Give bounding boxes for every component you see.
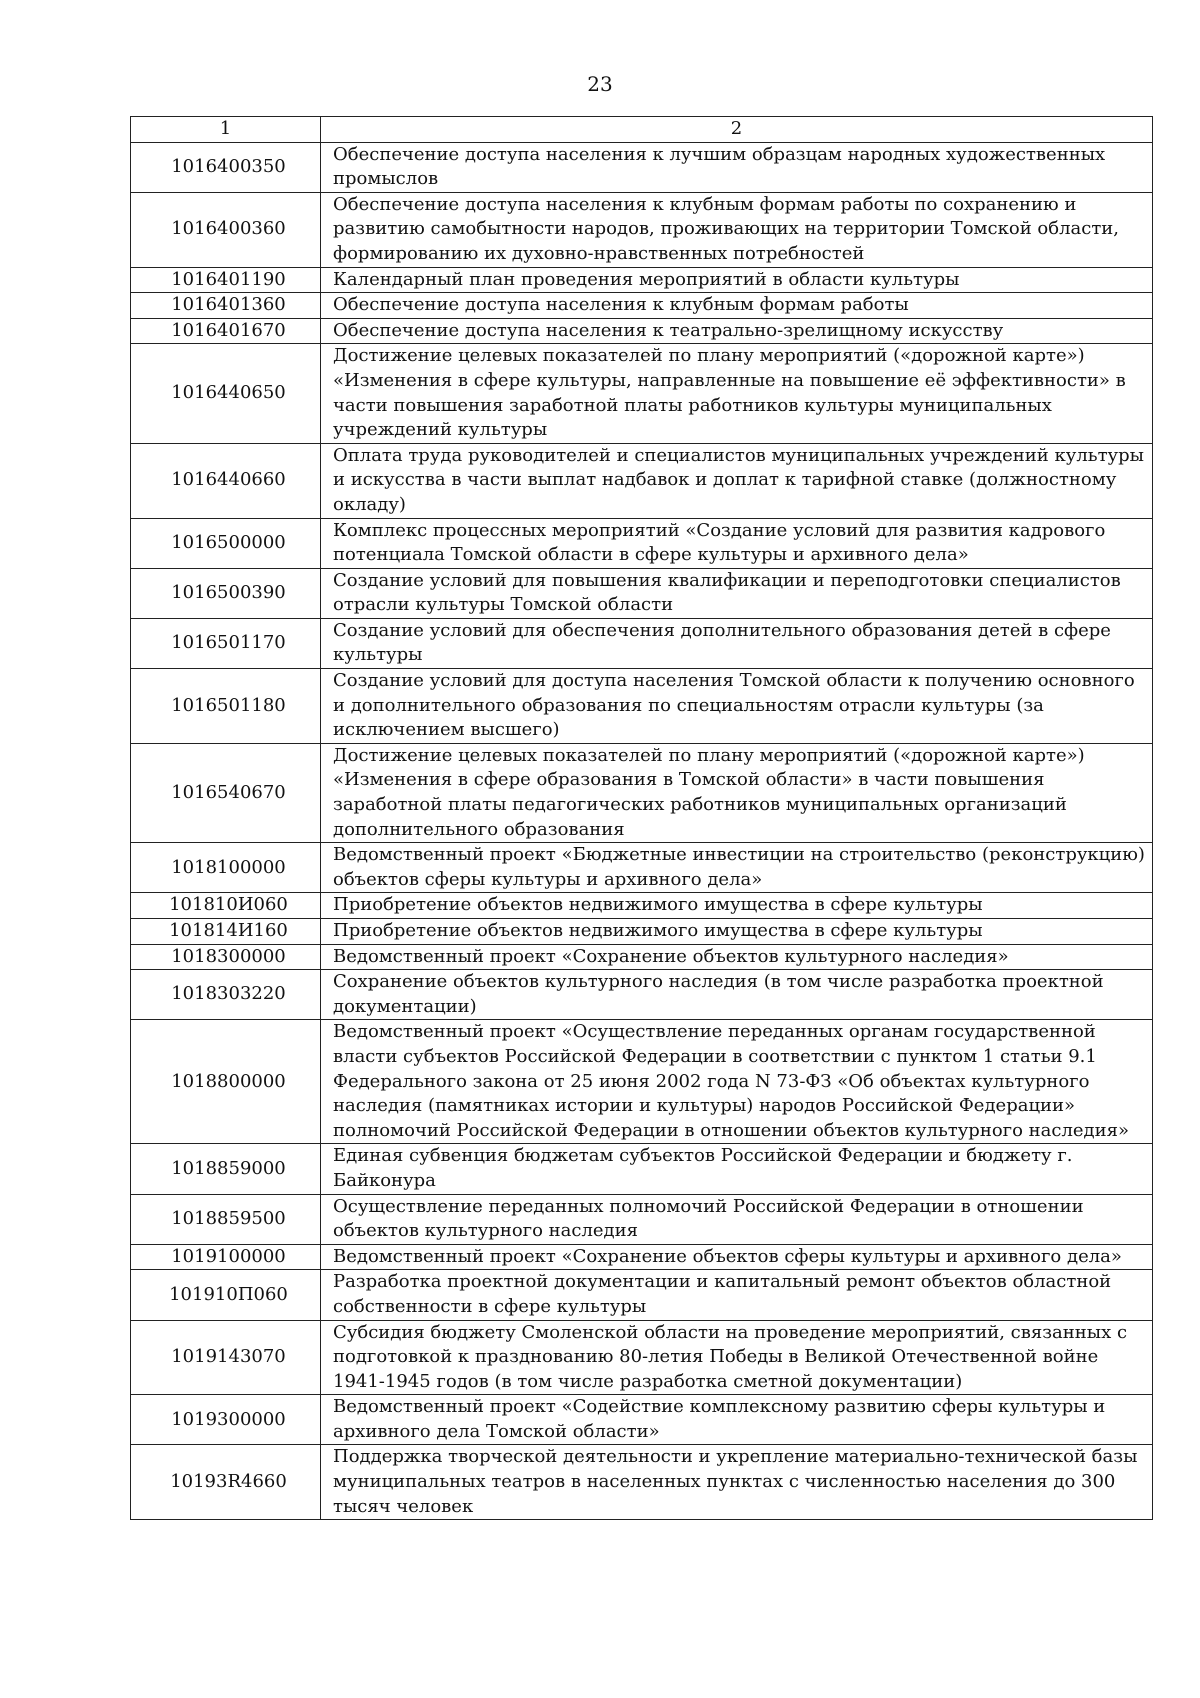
table-row [131,1194,1153,1244]
table-row [131,1244,1153,1270]
row-code: 1018859000 [131,1144,321,1194]
row-description: Ведомственный проект «Осуществление переданных органам государственной власти субъектов Российской Федерации в соответствии с пунктом 1 статьи 9.1 Федерального закона от 25 июня 2002 года N 73-ФЗ «Об объектах культурного наследия (памятниках истории и культуры) народов Российской Федерации» полномочий Российской Федерации в отношении объектов культурного наследия» [321,1020,1153,1144]
row-description: Единая субвенция бюджетам субъектов Российской Федерации и бюджету г. Байконура [321,1144,1153,1194]
row-code: 1016500390 [131,568,321,618]
row-description: Обеспечение доступа населения к клубным формам работы по сохранению и развитию самобытности народов, проживающих на территории Томской области, формированию их духовно-нравственных потребностей [321,192,1153,267]
row-description: Приобретение объектов недвижимого имущества в сфере культуры [321,893,1153,919]
table-header-row [131,117,1153,143]
budget-code-table [130,116,1153,1520]
row-code: 1018859500 [131,1194,321,1244]
row-description: Приобретение объектов недвижимого имущества в сфере культуры [321,919,1153,945]
row-code: 1018800000 [131,1020,321,1144]
row-description: Поддержка творческой деятельности и укрепление материально-технической базы муниципальных театров в населенных пунктах с численностью населения до 300 тысяч человек [321,1445,1153,1520]
row-code: 10193R4660 [131,1445,321,1520]
table-row [131,843,1153,893]
column-header-description: 2 [321,117,1153,143]
row-code: 1016440650 [131,344,321,443]
row-description: Создание условий для доступа населения Томской области к получению основного и дополнительного образования по специальностям отрасли культуры (за исключением высшего) [321,669,1153,744]
row-description: Создание условий для обеспечения дополнительного образования детей в сфере культуры [321,618,1153,668]
table-row [131,192,1153,267]
row-code: 1016500000 [131,518,321,568]
column-header-code: 1 [131,117,321,143]
row-code: 1019100000 [131,1244,321,1270]
table-row [131,893,1153,919]
table-row [131,618,1153,668]
row-description: Обеспечение доступа населения к лучшим образцам народных художественных промыслов [321,142,1153,192]
row-code: 1016400350 [131,142,321,192]
row-code: 101910П060 [131,1270,321,1320]
table-row [131,669,1153,744]
page-number: 23 [587,72,613,96]
row-description: Осуществление переданных полномочий Российской Федерации в отношении объектов культурного наследия [321,1194,1153,1244]
table-row [131,1144,1153,1194]
table-row [131,1395,1153,1445]
row-code: 101814И160 [131,919,321,945]
row-description: Достижение целевых показателей по плану мероприятий («дорожной карте») «Изменения в сфере культуры, направленные на повышение её эффективности» в части повышения заработной платы работников культуры муниципальных учреждений культуры [321,344,1153,443]
row-description: Создание условий для повышения квалификации и переподготовки специалистов отрасли культуры Томской области [321,568,1153,618]
row-code: 1016501180 [131,669,321,744]
table-row [131,443,1153,518]
row-description: Сохранение объектов культурного наследия (в том числе разработка проектной документации) [321,970,1153,1020]
table-row [131,1320,1153,1395]
row-description: Ведомственный проект «Сохранение объектов сферы культуры и архивного дела» [321,1244,1153,1270]
row-description: Ведомственный проект «Содействие комплексному развитию сферы культуры и архивного дела Томской области» [321,1395,1153,1445]
row-description: Календарный план проведения мероприятий в области культуры [321,267,1153,293]
row-description: Комплекс процессных мероприятий «Создание условий для развития кадрового потенциала Томской области в сфере культуры и архивного дела» [321,518,1153,568]
table-row [131,1270,1153,1320]
table-row [131,970,1153,1020]
table-row [131,919,1153,945]
row-code: 1019300000 [131,1395,321,1445]
row-description: Разработка проектной документации и капитальный ремонт объектов областной собственности в сфере культуры [321,1270,1153,1320]
table-row [131,293,1153,319]
row-description: Ведомственный проект «Бюджетные инвестиции на строительство (реконструкцию) объектов сферы культуры и архивного дела» [321,843,1153,893]
row-description: Достижение целевых показателей по плану мероприятий («дорожной карте») «Изменения в сфере образования в Томской области» в части повышения заработной платы педагогических работников муниципальных организаций дополнительного образования [321,743,1153,842]
row-code: 101810И060 [131,893,321,919]
row-code: 1018303220 [131,970,321,1020]
table-row [131,142,1153,192]
row-description: Обеспечение доступа населения к клубным формам работы [321,293,1153,319]
table-row [131,318,1153,344]
table-row [131,518,1153,568]
table-row [131,944,1153,970]
row-code: 1016440660 [131,443,321,518]
row-code: 1018300000 [131,944,321,970]
table-row [131,344,1153,443]
row-code: 1016401360 [131,293,321,319]
table-row [131,1445,1153,1520]
row-code: 1016401190 [131,267,321,293]
row-code: 1016400360 [131,192,321,267]
row-description: Ведомственный проект «Сохранение объектов культурного наследия» [321,944,1153,970]
row-description: Оплата труда руководителей и специалистов муниципальных учреждений культуры и искусства в части выплат надбавок и доплат к тарифной ставке (должностному окладу) [321,443,1153,518]
row-code: 1016501170 [131,618,321,668]
row-description: Субсидия бюджету Смоленской области на проведение мероприятий, связанных с подготовкой к празднованию 80-летия Победы в Великой Отечественной войне 1941-1945 годов (в том числе разработка сметной документации) [321,1320,1153,1395]
row-description: Обеспечение доступа населения к театрально-зрелищному искусству [321,318,1153,344]
table-row [131,1020,1153,1144]
table-row [131,267,1153,293]
table-row [131,568,1153,618]
row-code: 1018100000 [131,843,321,893]
row-code: 1016401670 [131,318,321,344]
table-row [131,743,1153,842]
row-code: 1016540670 [131,743,321,842]
row-code: 1019143070 [131,1320,321,1395]
